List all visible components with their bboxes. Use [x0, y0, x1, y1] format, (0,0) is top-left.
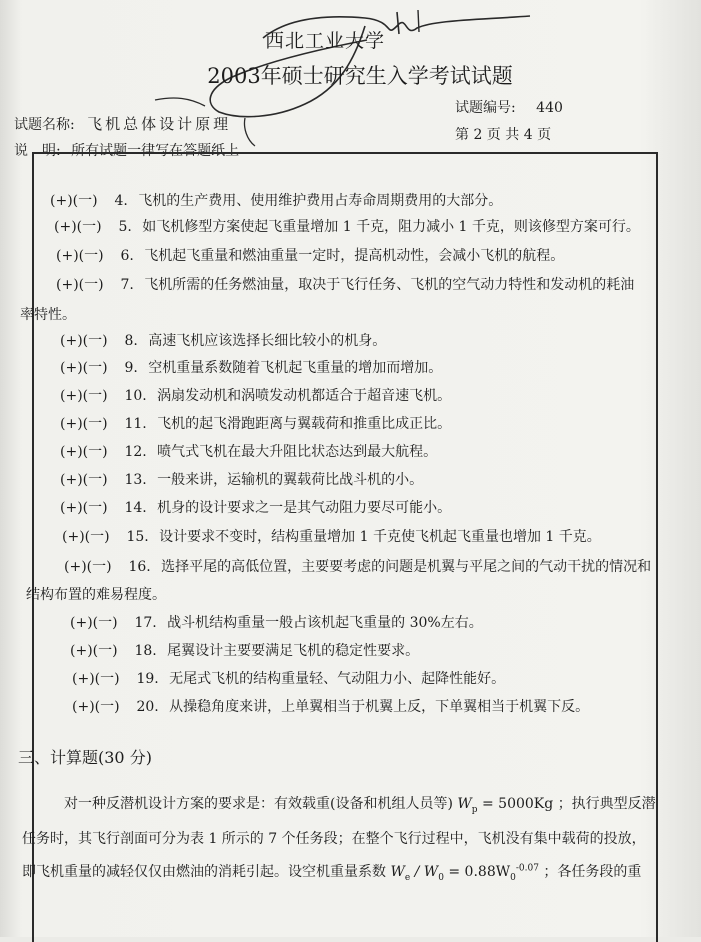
judgement-mark: (+)(一) [60, 416, 108, 432]
payload-symbol: W [457, 796, 472, 812]
judgement-mark: (+)(一) [50, 193, 98, 209]
question-number: 9. [124, 360, 138, 376]
question-text: 尾翼设计主要要满足飞机的稳定性要求。 [167, 643, 420, 659]
calc-paragraph-line-1 [64, 793, 656, 815]
question-number: 5. [118, 219, 132, 235]
calc-text: ；执行典型反潜 [557, 796, 656, 812]
question-number: 13. [124, 472, 147, 488]
subject-name: 飞机总体设计原理 [87, 115, 232, 133]
judgement-mark: (+)(一) [56, 277, 104, 293]
question-text: 喷气式飞机在最大升阻比状态达到最大航程。 [157, 444, 438, 460]
question-item [60, 413, 451, 433]
code-label: 试题编号: [455, 100, 516, 116]
section-title: 三、计算题(30 分) [18, 748, 152, 767]
note-text: 所有试题一律写在答题纸上 [71, 143, 240, 159]
question-text: 设计要求不变时，结构重量增加 1 千克使飞机起飞重量也增加 1 千克。 [159, 529, 601, 545]
note-label: 说 明: [14, 143, 61, 159]
subject-row [14, 113, 231, 134]
question-text: 选择平尾的高低位置，主要要考虑的问题是机翼与平尾之间的气动干扰的情况和 [161, 559, 652, 575]
question-frame [32, 152, 658, 942]
question-item [70, 640, 419, 660]
question-number: 4. [114, 193, 128, 209]
takeoff-weight-subscript: 0 [438, 872, 444, 883]
question-continuation: 率特性。 [20, 307, 76, 323]
page-info: 第 2 页 共 4 页 [455, 127, 552, 143]
question-number: 19. [136, 671, 159, 687]
question-item [60, 385, 451, 405]
question-text: 无尾式飞机的结构重量轻、气动阻力小、起降性能好。 [169, 671, 506, 687]
question-item [60, 469, 423, 489]
university-name: 西北工业大学 [264, 30, 385, 52]
question-item [60, 357, 442, 377]
question-item [72, 696, 589, 716]
takeoff-weight-divisor: / W [414, 864, 439, 880]
question-item [72, 668, 505, 688]
question-number: 8. [124, 333, 138, 349]
question-text: 高速飞机应该选择长细比较小的机身。 [148, 333, 387, 349]
judgement-mark: (+)(一) [70, 615, 118, 631]
question-text: 飞机起飞重量和燃油重量一定时，提高机动性，会减小飞机的航程。 [144, 248, 565, 264]
judgement-mark: (+)(一) [60, 333, 108, 349]
question-text: 飞机所需的任务燃油量，取决于飞行任务、飞机的空气动力特性和发动机的耗油 [144, 277, 635, 293]
judgement-mark: (+)(一) [60, 360, 108, 376]
judgement-mark: (+)(一) [62, 529, 110, 545]
question-number: 7. [120, 277, 134, 293]
question-text: 机身的设计要求之一是其气动阻力要尽可能小。 [157, 500, 452, 516]
judgement-mark: (+)(一) [60, 472, 108, 488]
judgement-mark: (+)(一) [72, 671, 120, 687]
question-continuation: 结构布置的难易程度。 [26, 587, 166, 603]
question-text: 空机重量系数随着飞机起飞重量的增加而增加。 [148, 360, 443, 376]
payload-subscript: p [471, 804, 478, 815]
calc-paragraph-line-2: 任务时，其飞行剖面可分为表 1 所示的 7 个任务段；在整个飞行过程中，飞机没有集中载荷的投放， [22, 831, 646, 847]
judgement-mark: (+)(一) [54, 219, 102, 235]
judgement-mark: (+)(一) [60, 444, 108, 460]
question-number: 17. [134, 615, 157, 631]
question-item [60, 441, 437, 461]
question-text: 从操稳角度来讲，上单翼相当于机翼上反，下单翼相当于机翼下反。 [169, 699, 590, 715]
calc-paragraph-line-3 [22, 861, 641, 883]
question-number: 11. [124, 416, 147, 432]
question-item [64, 556, 651, 576]
question-item [54, 216, 640, 236]
judgement-mark: (+)(一) [70, 643, 118, 659]
question-number: 12. [124, 444, 147, 460]
empty-weight-symbol: W [390, 864, 405, 880]
question-number: 6. [120, 248, 134, 264]
question-item [50, 190, 502, 210]
question-text: 如飞机修型方案使起飞重量增加 1 千克，阻力减小 1 千克，则该修型方案可行。 [142, 219, 640, 235]
question-item [56, 274, 634, 294]
question-number: 14. [124, 500, 147, 516]
question-text: 飞机的起飞滑跑距离与翼载荷和推重比成正比。 [157, 416, 452, 432]
judgement-mark: (+)(一) [56, 248, 104, 264]
judgement-mark: (+)(一) [64, 559, 112, 575]
question-text: 一般来讲，运输机的翼载荷比战斗机的小。 [157, 472, 424, 488]
calc-text: 即飞机重量的减轻仅仅由燃油的消耗引起。设空机重量系数 [22, 864, 386, 880]
judgement-mark: (+)(一) [60, 388, 108, 404]
formula-equals: = 0.88W [448, 864, 511, 880]
calc-text: 对一种反潜机设计方案的要求是：有效载重(设备和机组人员等) [64, 796, 453, 812]
exam-title: 2003年硕士研究生入学考试试题 [207, 64, 513, 88]
question-text: 飞机的生产费用、使用维护费用占寿命周期费用的大部分。 [138, 193, 503, 209]
judgement-mark: (+)(一) [60, 500, 108, 516]
question-item [56, 245, 564, 265]
question-item [60, 330, 386, 350]
payload-value: = 5000Kg [482, 796, 554, 812]
code-row [455, 97, 563, 117]
question-number: 18. [134, 643, 157, 659]
subject-label: 试题名称: [14, 117, 75, 133]
question-number: 15. [126, 529, 149, 545]
question-text: 涡扇发动机和涡喷发动机都适合于超音速飞机。 [157, 388, 452, 404]
empty-weight-subscript: e [404, 872, 411, 883]
judgement-mark: (+)(一) [72, 699, 120, 715]
question-number: 20. [136, 699, 159, 715]
question-item [62, 526, 601, 546]
calc-text: ；各任务段的重 [543, 864, 642, 880]
formula-exponent: -0.07 [515, 863, 539, 874]
question-item [60, 497, 451, 517]
question-text: 战斗机结构重量一般占该机起飞重量的 30%左右。 [167, 615, 483, 631]
formula-rhs-subscript: 0 [510, 872, 516, 883]
question-number: 16. [128, 559, 151, 575]
question-item [70, 612, 483, 632]
code-value: 440 [536, 100, 563, 116]
question-number: 10. [124, 388, 147, 404]
